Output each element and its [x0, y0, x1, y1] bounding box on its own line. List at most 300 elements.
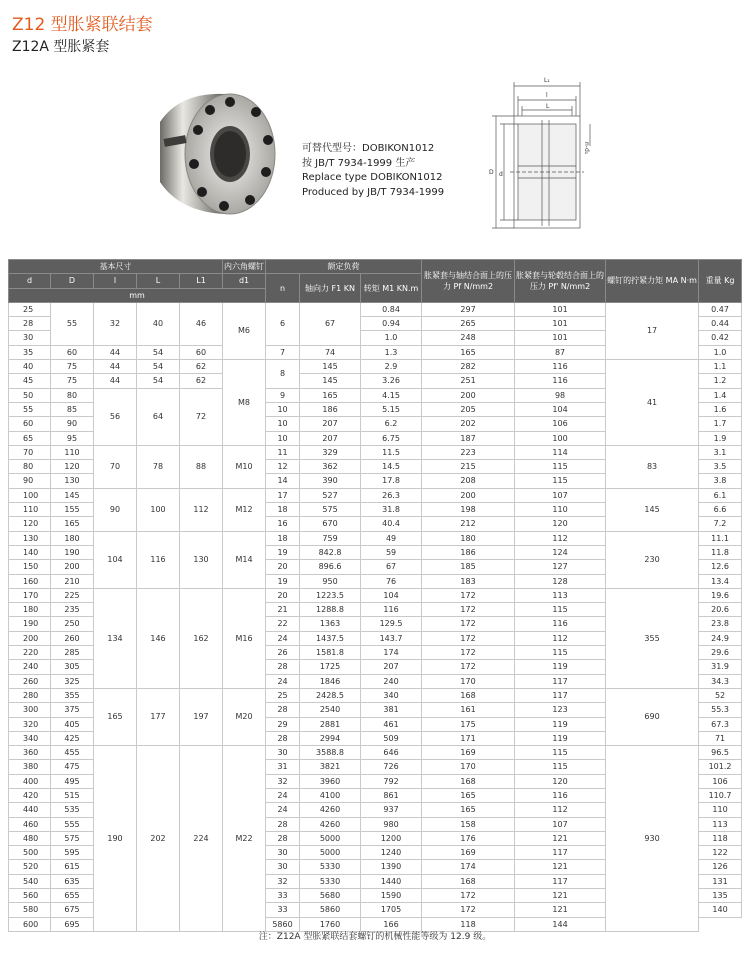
page-title: Z12 型胀紧联结套 [12, 15, 153, 35]
cell-n: 30 [266, 846, 300, 860]
cell-Pfh: 104 [515, 402, 606, 416]
cell-D: 95 [51, 431, 94, 445]
cell-D: 235 [51, 603, 94, 617]
cell-n: 30 [266, 860, 300, 874]
cell-M1: 5.15 [361, 402, 422, 416]
cell-kg: 106 [699, 774, 742, 788]
cell-Pfh: 100 [515, 431, 606, 445]
cell-Pf: 172 [422, 903, 515, 917]
cell-D: 515 [51, 788, 94, 802]
cell-Pfh: 118 [422, 917, 515, 931]
cell-d: 190 [9, 617, 51, 631]
dim-label-d: d [499, 171, 503, 178]
cell-F1: 3821 [300, 760, 361, 774]
replacement-info [302, 142, 444, 200]
cell-d1: M22 [223, 746, 266, 932]
cell-M1: 207 [361, 660, 422, 674]
cell-D: 250 [51, 617, 94, 631]
cell-F1: 390 [300, 474, 361, 488]
cell-L1: 162 [180, 588, 223, 688]
cell-Pf: 175 [422, 717, 515, 731]
cell-F1: 145 [300, 360, 361, 374]
cell-kg: 1.4 [699, 388, 742, 402]
cell-Pf: 168 [422, 688, 515, 702]
cell-d: 400 [9, 774, 51, 788]
cell-d: 50 [9, 388, 51, 402]
cell-F1: 186 [300, 402, 361, 416]
cell-F1: 2881 [300, 717, 361, 731]
header-torque-m: 转矩 M1 KN.m [361, 274, 422, 303]
cell-kg: 0.47 [699, 302, 742, 316]
cell-kg: 24.9 [699, 631, 742, 645]
cell-Pfh: 127 [515, 560, 606, 574]
cell-d1: M14 [223, 531, 266, 588]
cell-Pfh: 112 [515, 531, 606, 545]
cell-d: 380 [9, 760, 51, 774]
cell-n: 10 [266, 402, 300, 416]
cell-M1: 26.3 [361, 488, 422, 502]
cell-d: 150 [9, 560, 51, 574]
cell-D: 145 [51, 488, 94, 502]
cell-M1: 646 [361, 746, 422, 760]
cell-kg: 0.42 [699, 331, 742, 345]
cell-kg: 110 [699, 803, 742, 817]
cell-F1: 3588.8 [300, 746, 361, 760]
cell-MA: 17 [606, 302, 699, 359]
cell-D: 85 [51, 402, 94, 416]
cell-F1: 3960 [300, 774, 361, 788]
cell-Pf: 172 [422, 889, 515, 903]
cell-M1: 6.2 [361, 417, 422, 431]
cell-d: 30 [9, 331, 51, 345]
cell-D: 675 [51, 903, 94, 917]
cell-d: 90 [9, 474, 51, 488]
cell-d: 440 [9, 803, 51, 817]
cell-kg: 31.9 [699, 660, 742, 674]
cell-n: 11 [266, 445, 300, 459]
cell-F1: 207 [300, 431, 361, 445]
cell-D: 90 [51, 417, 94, 431]
cell-L1: 130 [180, 531, 223, 588]
cell-d: 140 [9, 545, 51, 559]
cell-d: 500 [9, 846, 51, 860]
cell-Pfh: 121 [515, 889, 606, 903]
table-row [9, 302, 742, 316]
cell-Pfh: 113 [515, 588, 606, 602]
cell-L1: 46 [180, 302, 223, 345]
cell-n: 33 [266, 889, 300, 903]
cell-L1: 72 [180, 388, 223, 445]
cell-D: 110 [51, 445, 94, 459]
cell-F1: 1846 [300, 674, 361, 688]
cell-Pfh: 107 [515, 817, 606, 831]
cell-D: 325 [51, 674, 94, 688]
replacement-line: 可替代型号：DOBIKON1012 [302, 143, 435, 154]
cell-M1: 4.15 [361, 388, 422, 402]
cell-F1: 5330 [300, 860, 361, 874]
cell-Pfh: 119 [515, 731, 606, 745]
cell-n: 24 [266, 803, 300, 817]
cell-kg: 96.5 [699, 746, 742, 760]
cell-M1: 3.26 [361, 374, 422, 388]
cell-Pf: 169 [422, 846, 515, 860]
table-row [9, 588, 742, 602]
cell-M1: 143.7 [361, 631, 422, 645]
cell-Pfh: 117 [515, 674, 606, 688]
cell-d: 25 [9, 302, 51, 316]
cell-n: 26 [266, 646, 300, 660]
cell-F1: 5680 [300, 889, 361, 903]
cell-kg: 55.3 [699, 703, 742, 717]
cell-L1: 88 [180, 445, 223, 488]
cell-M1: 0.94 [361, 317, 422, 331]
cell-Pfh: 119 [515, 717, 606, 731]
table-row [9, 488, 742, 502]
cell-F1: 67 [300, 302, 361, 345]
cell-F1: 5860 [300, 903, 361, 917]
cell-M1: 31.8 [361, 503, 422, 517]
cell-Pf: 172 [422, 603, 515, 617]
cell-n: 19 [266, 545, 300, 559]
cell-n: 10 [266, 417, 300, 431]
cell-d: 580 [9, 903, 51, 917]
cell-F1: 1363 [300, 617, 361, 631]
cell-d: 240 [9, 660, 51, 674]
cell-F1: 670 [300, 517, 361, 531]
cell-F1: 5330 [300, 874, 361, 888]
cell-kg: 3.5 [699, 460, 742, 474]
cell-Pfh: 112 [515, 631, 606, 645]
cell-Pf: 172 [422, 631, 515, 645]
cell-kg: 13.4 [699, 574, 742, 588]
cell-L1: 62 [180, 360, 223, 374]
cell-d1: M6 [223, 302, 266, 359]
cell-Pfh: 116 [515, 374, 606, 388]
cell-Pf: 183 [422, 574, 515, 588]
cell-kg: 144 [515, 917, 606, 931]
cell-D: 305 [51, 660, 94, 674]
cell-M1: 14.5 [361, 460, 422, 474]
cell-kg: 1.0 [699, 345, 742, 359]
cell-F1: 1288.8 [300, 603, 361, 617]
cell-n: 14 [266, 474, 300, 488]
cell-L1: 197 [180, 688, 223, 745]
cell-kg: 52 [699, 688, 742, 702]
cell-M1: 17.8 [361, 474, 422, 488]
cell-d: 600 [9, 917, 51, 931]
cell-D: 575 [51, 831, 94, 845]
cell-l: 134 [94, 588, 137, 688]
cell-L: 40 [137, 302, 180, 345]
cell-Pf: 168 [422, 774, 515, 788]
replacement-line: Replace type DOBIKON1012 [302, 172, 443, 183]
cell-n: 21 [266, 603, 300, 617]
cell-n: 18 [266, 503, 300, 517]
cell-d: 180 [9, 603, 51, 617]
cell-l: 44 [94, 360, 137, 374]
cell-n: 20 [266, 560, 300, 574]
cell-D: 695 [51, 917, 94, 931]
cell-Pfh: 87 [515, 345, 606, 359]
cell-d: 170 [9, 588, 51, 602]
cell-Pf: 180 [422, 531, 515, 545]
cell-M1: 1.3 [361, 345, 422, 359]
cell-Pfh: 121 [515, 860, 606, 874]
header-axial: 轴向力 F1 KN [300, 274, 361, 303]
cell-M1: 1390 [361, 860, 422, 874]
cell-d: 280 [9, 688, 51, 702]
cell-Pf: 168 [422, 874, 515, 888]
page-subtitle: Z12A 型胀紧套 [12, 39, 110, 55]
header-D: D [51, 274, 94, 288]
cell-l: 165 [94, 688, 137, 745]
cell-D: 595 [51, 846, 94, 860]
cell-L: 146 [137, 588, 180, 688]
cell-kg: 19.6 [699, 588, 742, 602]
cell-M1: 861 [361, 788, 422, 802]
header-weight: 重量 Kg [699, 260, 742, 303]
cell-D: 535 [51, 803, 94, 817]
cell-L1: 60 [180, 345, 223, 359]
cell-kg: 20.6 [699, 603, 742, 617]
cell-M1: 129.5 [361, 617, 422, 631]
cell-d: 45 [9, 374, 51, 388]
cell-F1: 74 [300, 345, 361, 359]
cell-F1: 2540 [300, 703, 361, 717]
cell-MA: 690 [606, 688, 699, 745]
cell-L: 177 [137, 688, 180, 745]
cell-n: 10 [266, 431, 300, 445]
cell-Pf: 170 [422, 760, 515, 774]
header-L: L [137, 274, 180, 288]
cell-D: 200 [51, 560, 94, 574]
cell-Pfh: 121 [515, 903, 606, 917]
cell-D: 495 [51, 774, 94, 788]
cell-F1: 527 [300, 488, 361, 502]
cell-D: 635 [51, 874, 94, 888]
cell-n: 28 [266, 703, 300, 717]
cell-l: 44 [94, 374, 137, 388]
cell-kg: 23.8 [699, 617, 742, 631]
cell-F1: 1725 [300, 660, 361, 674]
cell-Pfh: 116 [515, 617, 606, 631]
cell-Pf: 186 [422, 545, 515, 559]
cell-M1: 76 [361, 574, 422, 588]
cell-kg: 135 [699, 889, 742, 903]
cell-L1: 224 [180, 746, 223, 932]
cell-Pfh: 115 [515, 474, 606, 488]
cell-d: 100 [9, 488, 51, 502]
cell-D: 210 [51, 574, 94, 588]
cell-kg: 110.7 [699, 788, 742, 802]
cell-Pf: 170 [422, 674, 515, 688]
cell-d: 40 [9, 360, 51, 374]
cell-F1: 4260 [300, 803, 361, 817]
cell-d: 520 [9, 860, 51, 874]
technical-drawing [470, 62, 610, 248]
cell-n: 32 [266, 774, 300, 788]
cell-Pfh: 101 [515, 317, 606, 331]
dim-label-D: D [489, 169, 494, 176]
cell-Pf: 202 [422, 417, 515, 431]
cell-Pf: 200 [422, 388, 515, 402]
footnote: 注：Z12A 型胀紧联结套螺钉的机械性能等级为 12.9 级。 [258, 932, 492, 942]
cell-M1: 937 [361, 803, 422, 817]
cell-F1: 5000 [300, 846, 361, 860]
cell-F1: 5860 [266, 917, 300, 931]
cell-d: 340 [9, 731, 51, 745]
cell-Pfh: 98 [515, 388, 606, 402]
cell-D: 155 [51, 503, 94, 517]
cell-d: 80 [9, 460, 51, 474]
cell-kg: 0.44 [699, 317, 742, 331]
cell-L1: 112 [180, 488, 223, 531]
cell-D: 475 [51, 760, 94, 774]
cell-D: 285 [51, 646, 94, 660]
cell-MA: 230 [606, 531, 699, 588]
cell-kg: 131 [699, 874, 742, 888]
cell-D: 75 [51, 360, 94, 374]
cell-kg: 11.8 [699, 545, 742, 559]
cell-n: 24 [266, 674, 300, 688]
cell-d: 260 [9, 674, 51, 688]
cell-D: 260 [51, 631, 94, 645]
cell-Pf: 297 [422, 302, 515, 316]
cell-L1: 62 [180, 374, 223, 388]
cell-kg: 1.1 [699, 360, 742, 374]
cell-L: 54 [137, 374, 180, 388]
cell-Pfh: 115 [515, 603, 606, 617]
cell-M1: 980 [361, 817, 422, 831]
cell-Pf: 169 [422, 746, 515, 760]
cell-F1: 896.6 [300, 560, 361, 574]
cell-M1: 6.75 [361, 431, 422, 445]
cell-l: 44 [94, 345, 137, 359]
cell-M1: 1760 [300, 917, 361, 931]
cell-n: 18 [266, 531, 300, 545]
cell-n: 16 [266, 517, 300, 531]
cell-Pfh: 123 [515, 703, 606, 717]
cell-L: 54 [137, 345, 180, 359]
cell-Pfh: 115 [515, 760, 606, 774]
cell-n: 28 [266, 831, 300, 845]
cell-M1: 1590 [361, 889, 422, 903]
cell-d: 560 [9, 889, 51, 903]
dim-label-n-d1: n-d₁ [583, 142, 590, 155]
cell-F1: 5000 [300, 831, 361, 845]
spec-table [8, 259, 742, 932]
cell-M1: 174 [361, 646, 422, 660]
cell-Pfh: 107 [515, 488, 606, 502]
header-n: n [266, 274, 300, 303]
cell-M1: 509 [361, 731, 422, 745]
cell-L: 64 [137, 388, 180, 445]
cell-d: 28 [9, 317, 51, 331]
cell-D: 75 [51, 374, 94, 388]
cell-d: 35 [9, 345, 51, 359]
cell-D: 375 [51, 703, 94, 717]
cell-M1: 1705 [361, 903, 422, 917]
cell-Pf: 251 [422, 374, 515, 388]
cell-M1: 792 [361, 774, 422, 788]
cell-MA: 930 [606, 746, 699, 932]
cell-F1: 1437.5 [300, 631, 361, 645]
dim-label-L: L [546, 103, 550, 110]
cell-M1: 461 [361, 717, 422, 731]
cell-Pf: 282 [422, 360, 515, 374]
cell-kg: 140 [699, 903, 742, 917]
cell-Pf: 200 [422, 488, 515, 502]
cell-Pf: 198 [422, 503, 515, 517]
cell-F1: 842.8 [300, 545, 361, 559]
cell-n: 24 [266, 631, 300, 645]
cell-D: 425 [51, 731, 94, 745]
cell-Pfh: 120 [515, 774, 606, 788]
cell-n: 12 [266, 460, 300, 474]
cell-Pf: 172 [422, 617, 515, 631]
replacement-line: 按 JB/T 7934-1999 生产 [302, 157, 416, 169]
cell-M1: 67 [361, 560, 422, 574]
cell-kg: 29.6 [699, 646, 742, 660]
header-d1: d1 [223, 274, 266, 288]
header-d: d [9, 274, 51, 288]
cell-kg: 6.1 [699, 488, 742, 502]
cell-F1: 362 [300, 460, 361, 474]
cell-D: 615 [51, 860, 94, 874]
cell-Pfh: 115 [515, 460, 606, 474]
cell-F1: 4260 [300, 817, 361, 831]
cell-kg: 6.6 [699, 503, 742, 517]
cell-M1: 11.5 [361, 445, 422, 459]
cell-d: 130 [9, 531, 51, 545]
cell-M1: 1440 [361, 874, 422, 888]
cell-M1: 1240 [361, 846, 422, 860]
table-row [9, 688, 742, 702]
cell-Pf: 205 [422, 402, 515, 416]
cell-n: 28 [266, 731, 300, 745]
cell-d: 65 [9, 431, 51, 445]
cell-M1: 40.4 [361, 517, 422, 531]
cell-MA: 355 [606, 588, 699, 688]
cell-d1: M20 [223, 688, 266, 745]
cell-D: 405 [51, 717, 94, 731]
cell-F1: 575 [300, 503, 361, 517]
cell-M1: 2.9 [361, 360, 422, 374]
cell-M1: 381 [361, 703, 422, 717]
cell-Pf: 265 [422, 317, 515, 331]
cell-n: 9 [266, 388, 300, 402]
cell-L: 100 [137, 488, 180, 531]
cell-Pf: 208 [422, 474, 515, 488]
cell-d: 480 [9, 831, 51, 845]
cell-n: 25 [266, 688, 300, 702]
cell-M1: 116 [361, 603, 422, 617]
cell-n: 32 [266, 874, 300, 888]
cell-Pf: 166 [361, 917, 422, 931]
cell-kg: 3.8 [699, 474, 742, 488]
cell-Pfh: 117 [515, 688, 606, 702]
cell-F1: 1223.5 [300, 588, 361, 602]
cell-Pfh: 124 [515, 545, 606, 559]
cell-Pf: 165 [422, 345, 515, 359]
cell-Pfh: 110 [515, 503, 606, 517]
cell-D: 180 [51, 531, 94, 545]
cell-kg: 3.1 [699, 445, 742, 459]
cell-d: 220 [9, 646, 51, 660]
cell-n: 17 [266, 488, 300, 502]
cell-F1: 329 [300, 445, 361, 459]
cell-Pf: 215 [422, 460, 515, 474]
